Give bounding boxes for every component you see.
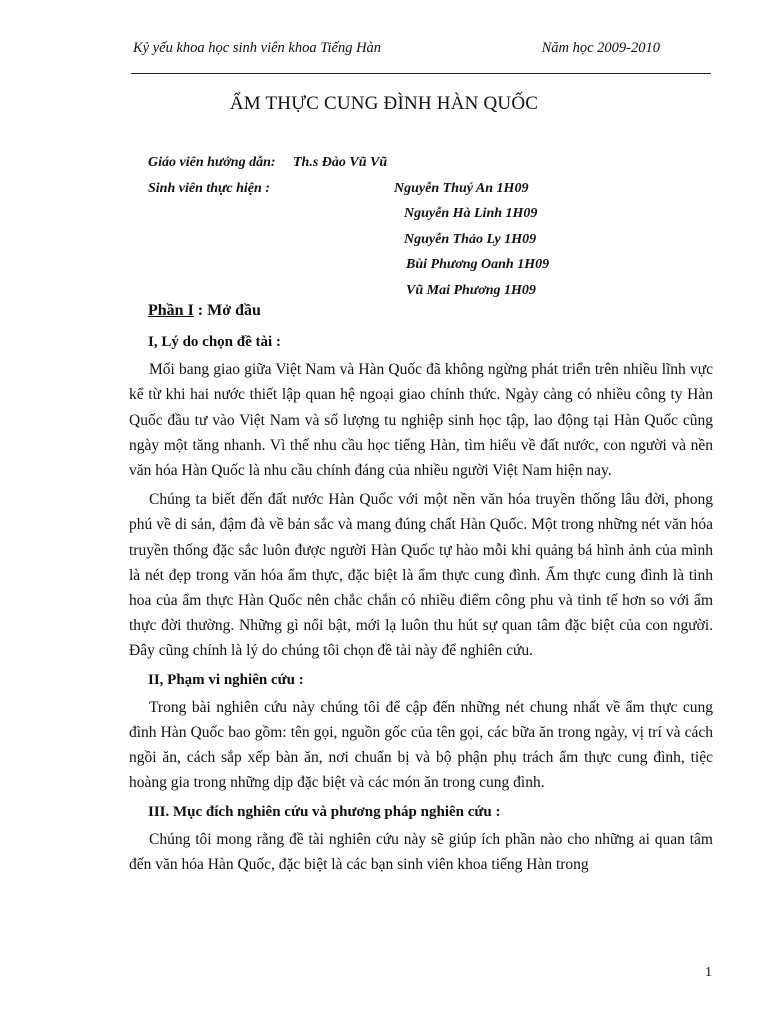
student-name: Vũ Mai Phương 1H09 bbox=[406, 282, 536, 298]
body-paragraph: Chúng ta biết đến đất nước Hàn Quốc với một nền văn hóa truyền thống lâu đời, phong phú về di sản, đậm đà về bản sắc và mang đúng chất Hàn Quốc. Một trong những nét văn hóa truyền thống đặc sắc luôn được người Hàn Quốc tự hào mỗi khi quảng bá hình ảnh của mình là nét đẹp trong văn hóa ẩm thực, đặc biệt là ẩm thực cung đình. Ẩm thực cung đình là tinh hoa của ẩm thực Hàn Quốc nên chắc chắn có nhiều điểm công phu và tinh tế hơn so với ẩm thực đời thường. Những gì nổi bật, mới lạ luôn thu hút sự quan tâm đặc biệt của con người. Đây cũng chính là lý do chúng tôi chọn đề tài này để nghiên cứu. bbox=[129, 491, 713, 660]
page-number: 1 bbox=[705, 965, 712, 980]
document-title: ẨM THỰC CUNG ĐÌNH HÀN QUỐC bbox=[229, 93, 539, 114]
body-paragraph: Chúng tôi mong rằng đề tài nghiên cứu này sẽ giúp ích phần nào cho những ai quan tâm đến văn hóa Hàn Quốc, đặc biệt là các bạn sinh viên khoa tiếng Hàn trong bbox=[129, 830, 713, 874]
page-header bbox=[133, 40, 688, 66]
header-rule bbox=[131, 73, 711, 74]
student-name: Nguyễn Hà Linh 1H09 bbox=[404, 206, 538, 221]
header-journal-title: Kỷ yếu khoa học sinh viên khoa Tiếng Hàn bbox=[133, 40, 382, 56]
section-heading: I, Lý do chọn đề tài : bbox=[148, 334, 281, 350]
student-name: Bùi Phương Oanh 1H09 bbox=[406, 257, 550, 272]
part-label: Phần I bbox=[148, 302, 194, 319]
section-heading: II, Phạm vi nghiên cứu : bbox=[148, 671, 304, 688]
document-body bbox=[129, 330, 713, 881]
header-academic-year: Năm học 2009-2010 bbox=[541, 40, 660, 56]
students-label: Sinh viên thực hiện : bbox=[148, 180, 270, 196]
body-paragraph: Mối bang giao giữa Việt Nam và Hàn Quốc đã không ngừng phát triển trên nhiều lĩnh vực kể từ khi hai nước thiết lập quan hệ ngoại giao chính thức. Ngày càng có nhiều công ty Hàn Quốc đầu tư vào Việt Nam và số lượng tu nghiệp sinh học tập, lao động tại Hàn Quốc cũng ngày một tăng nhanh. Vì thế nhu cầu học tiếng Hàn, tìm hiểu về đất nước, con người và nền văn hóa Hàn Quốc là nhu cầu chính đáng của nhiều người Việt Nam hiện nay. bbox=[129, 361, 713, 480]
section-heading: III. Mục đích nghiên cứu và phương pháp nghiên cứu : bbox=[148, 803, 501, 820]
advisor-label: Giáo viên hướng dẫn: bbox=[148, 155, 276, 170]
part-title: : Mở đầu bbox=[197, 302, 261, 319]
body-paragraph: Trong bài nghiên cứu này chúng tôi để cập đến những nét chung nhất về ẩm thực cung đình Hàn Quốc bao gồm: tên gọi, nguồn gốc của tên gọi, các bữa ăn trong ngày, vị trí và cách ngồi ăn, cách sắp xếp bàn ăn, nơi chuẩn bị và bộ phận phụ trách ẩm thực cung đình, tiệc hoàng gia trong những dịp đặc biệt và các món ăn trong cung đình. bbox=[129, 698, 713, 792]
student-name: Nguyễn Thuý An 1H09 bbox=[394, 180, 529, 196]
part-heading bbox=[148, 302, 261, 320]
advisor-name: Th.s Đào Vũ Vũ bbox=[293, 155, 388, 170]
student-name: Nguyễn Thảo Ly 1H09 bbox=[404, 231, 537, 247]
